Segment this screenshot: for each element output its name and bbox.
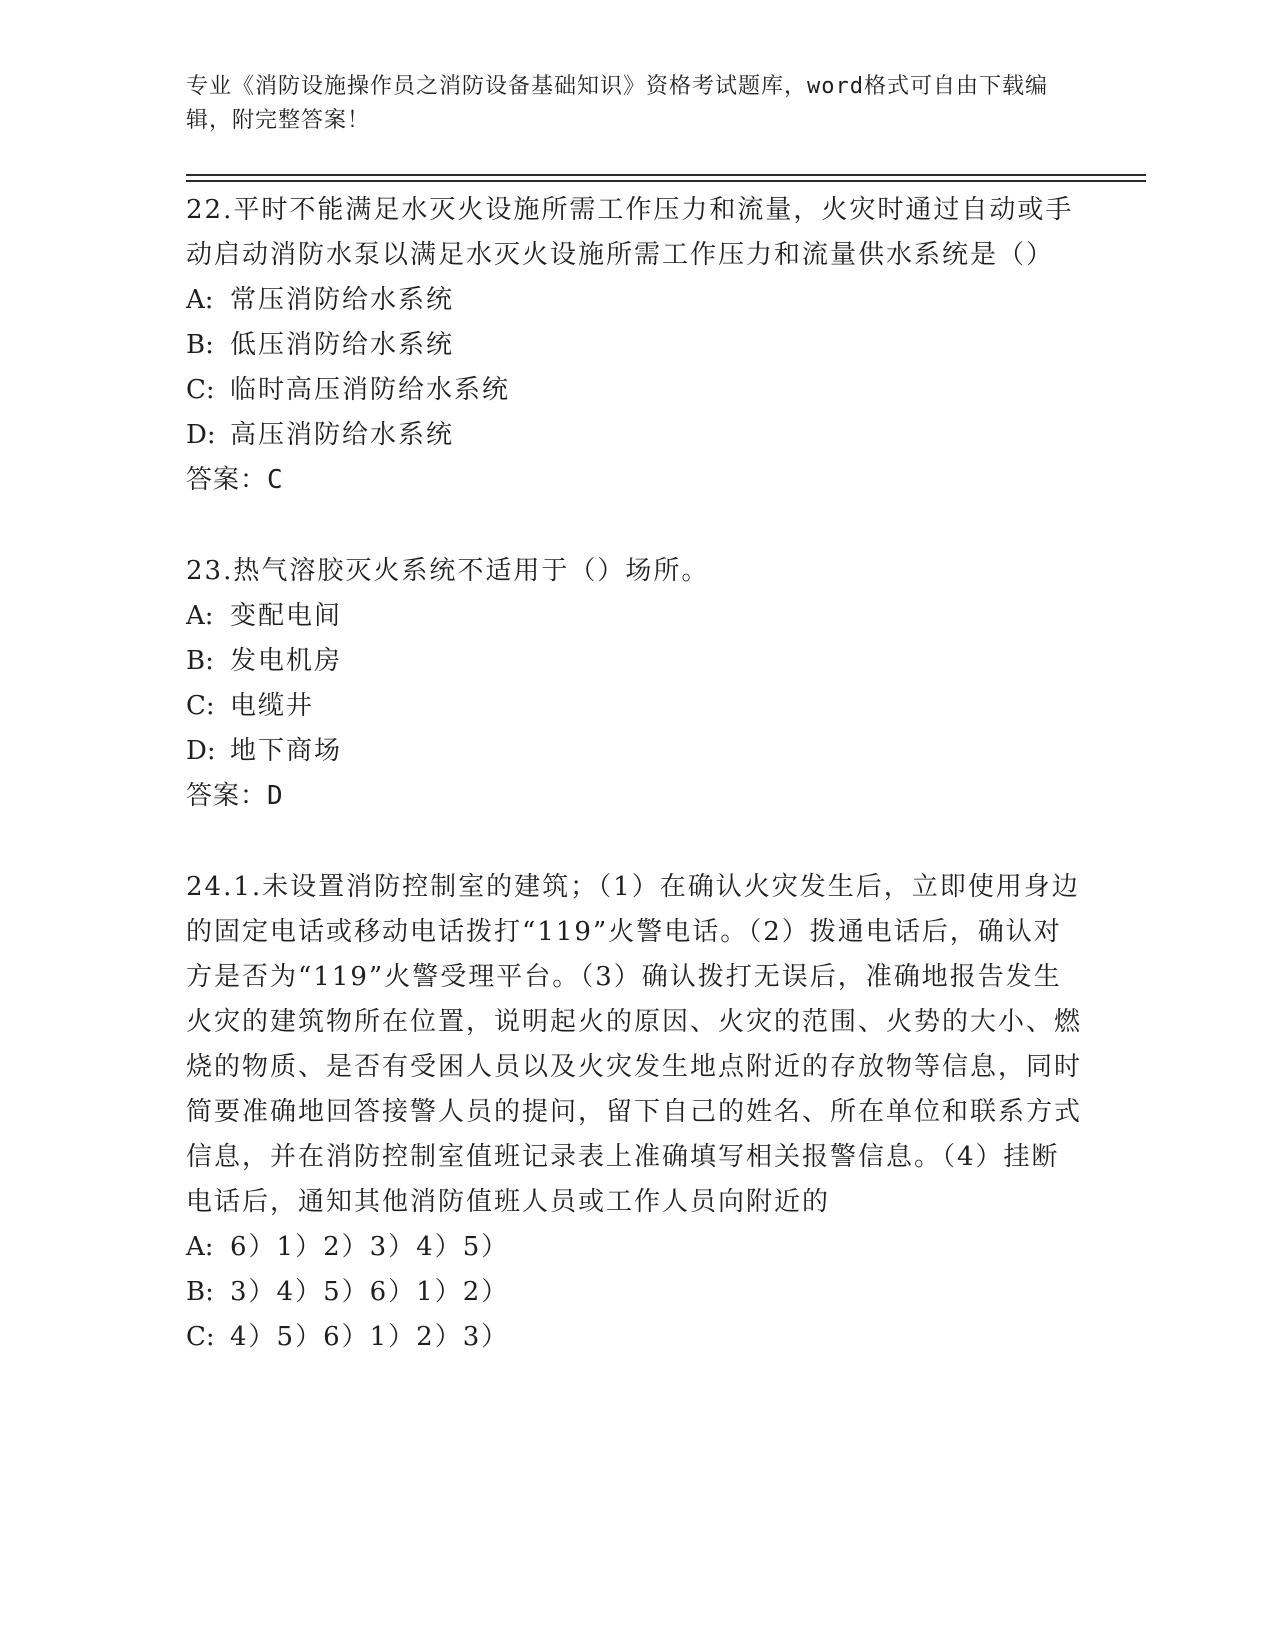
question-stem: 23.热气溶胶灭火系统不适用于（）场所。 (186, 556, 710, 586)
question-stem: 24.1.未设置消防控制室的建筑；（1）在确认火灾发生后，立即使用身边的固定电话或移动电话拨打“119”火警电话。（2）拨通电话后，确认对方是否为“119”火警受理平台。（3）确认拨打无误后，准确地报告发生火灾的建筑物所在位置，说明起火的原因、火灾的范围、火势的大小、燃烧的物质、是否有受困人员以及火灾发生地点附近的存放物等信息，同时简要准确地回答接警人员的提问，留下自己的姓名、所在单位和联系方式信息，并在消防控制室值班记录表上准确填写相关报警信息。（4）挂断电话后，通知其他消防值班人员或工作人员向附近的 (186, 872, 1083, 1217)
option-c (186, 1315, 1146, 1360)
question-23 (186, 549, 1146, 819)
option-key: B: (186, 1277, 214, 1307)
option-key: A: (186, 601, 214, 631)
option-text: 4）5）6）1）2）3） (230, 1322, 510, 1352)
document-header: 专业《消防设施操作员之消防设备基础知识》资格考试题库，word格式可自由下载编辑，附完整答案！ (186, 74, 1048, 133)
option-key: C: (186, 691, 215, 721)
question-stem: 22.平时不能满足水灭火设施所需工作压力和流量，火灾时通过自动或手动启动消防水泵以满足水灭火设施所需工作压力和流量供水系统是（） (186, 195, 1074, 270)
option-key: C: (186, 375, 215, 405)
divider-line-top (186, 174, 1146, 176)
document-page (186, 70, 1146, 1406)
option-text: 变配电间 (230, 601, 343, 631)
option-text: 发电机房 (230, 646, 343, 676)
option-b (186, 323, 1146, 368)
option-key: A: (186, 1232, 214, 1262)
option-text: 电缆井 (230, 691, 315, 721)
option-c (186, 684, 1146, 729)
question-22 (186, 188, 1146, 503)
option-b (186, 639, 1146, 684)
option-a (186, 594, 1146, 639)
option-key: D: (186, 420, 216, 450)
option-key: D: (186, 736, 216, 766)
option-d (186, 729, 1146, 774)
option-c (186, 368, 1146, 413)
answer-line: 答案：D (186, 781, 284, 811)
option-text: 高压消防给水系统 (230, 420, 455, 450)
question-list (186, 188, 1146, 1360)
option-text: 低压消防给水系统 (230, 330, 455, 360)
option-key: C: (186, 1322, 215, 1352)
option-d (186, 413, 1146, 458)
option-text: 3）4）5）6）1）2） (230, 1277, 510, 1307)
option-text: 6）1）2）3）4）5） (230, 1232, 510, 1262)
header-divider (186, 174, 1146, 182)
option-key: B: (186, 330, 214, 360)
question-24 (186, 865, 1146, 1360)
option-text: 地下商场 (230, 736, 343, 766)
option-text: 临时高压消防给水系统 (230, 375, 511, 405)
option-a (186, 1225, 1146, 1270)
option-key: B: (186, 646, 214, 676)
option-text: 常压消防给水系统 (230, 285, 455, 315)
option-key: A: (186, 285, 214, 315)
divider-line-bottom (186, 180, 1146, 182)
option-a (186, 278, 1146, 323)
answer-line: 答案：C (186, 465, 284, 495)
option-b (186, 1270, 1146, 1315)
